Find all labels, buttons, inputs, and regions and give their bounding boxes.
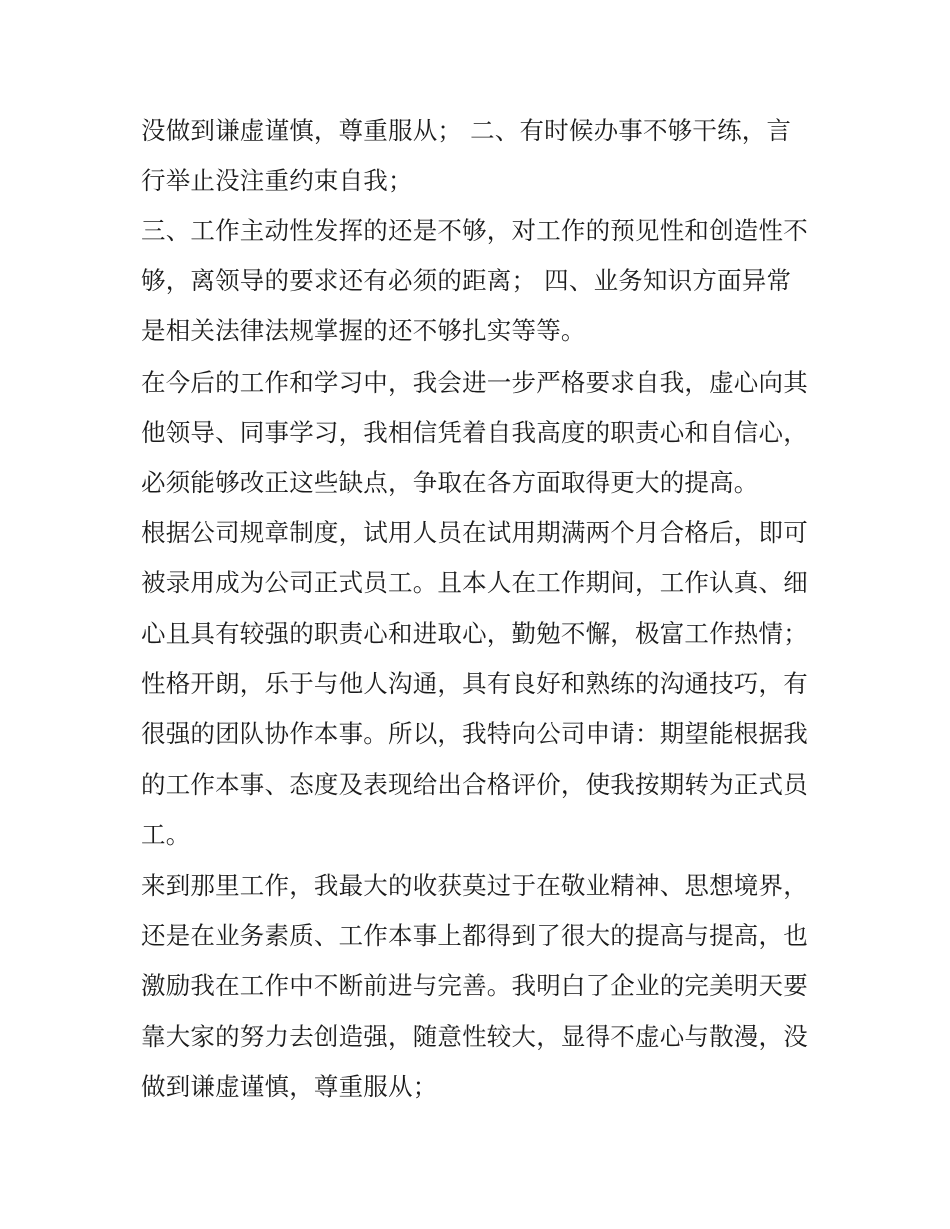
text-line: 没做到谦虚谨慎，尊重服从； 二、有时候办事不够干练，言 — [141, 116, 792, 145]
text-line: 够，离领导的要求还有必须的距离； 四、业务知识方面异常 — [141, 266, 792, 295]
text-line: 工。 — [141, 820, 191, 849]
text-line: 他领导、同事学习，我相信凭着自我高度的职责心和自信心， — [141, 418, 808, 447]
text-line: 三、工作主动性发挥的还是不够，对工作的预见性和创造性不 — [141, 216, 808, 245]
text-line: 很强的团队协作本事。所以，我特向公司申请：期望能根据我 — [141, 719, 808, 748]
text-line: 在今后的工作和学习中，我会进一步严格要求自我，虚心向其 — [141, 368, 808, 397]
text-line: 来到那里工作，我最大的收获莫过于在敬业精神、思想境界， — [141, 871, 808, 900]
text-line: 根据公司规章制度，试用人员在试用期满两个月合格后，即可 — [141, 518, 808, 547]
text-line: 心且具有较强的职责心和进取心，勤勉不懈，极富工作热情； — [141, 619, 808, 648]
text-line: 性格开朗，乐于与他人沟通，具有良好和熟练的沟通技巧，有 — [141, 669, 808, 698]
text-line: 是相关法律法规掌握的还不够扎实等等。 — [141, 316, 586, 345]
text-line: 行举止没注重约束自我； — [141, 166, 413, 195]
text-line: 激励我在工作中不断前进与完善。我明白了企业的完美明天要 — [141, 971, 808, 1000]
text-line: 做到谦虚谨慎，尊重服从； — [141, 1072, 438, 1101]
text-line: 的工作本事、态度及表现给出合格评价，使我按期转为正式员 — [141, 770, 808, 799]
text-line: 还是在业务素质、工作本事上都得到了很大的提高与提高，也 — [141, 921, 808, 950]
text-line: 被录用成为公司正式员工。且本人在工作期间，工作认真、细 — [141, 568, 808, 597]
text-line: 必须能够改正这些缺点，争取在各方面取得更大的提高。 — [141, 468, 759, 497]
text-line: 靠大家的努力去创造强，随意性较大，显得不虚心与散漫，没 — [141, 1022, 808, 1051]
